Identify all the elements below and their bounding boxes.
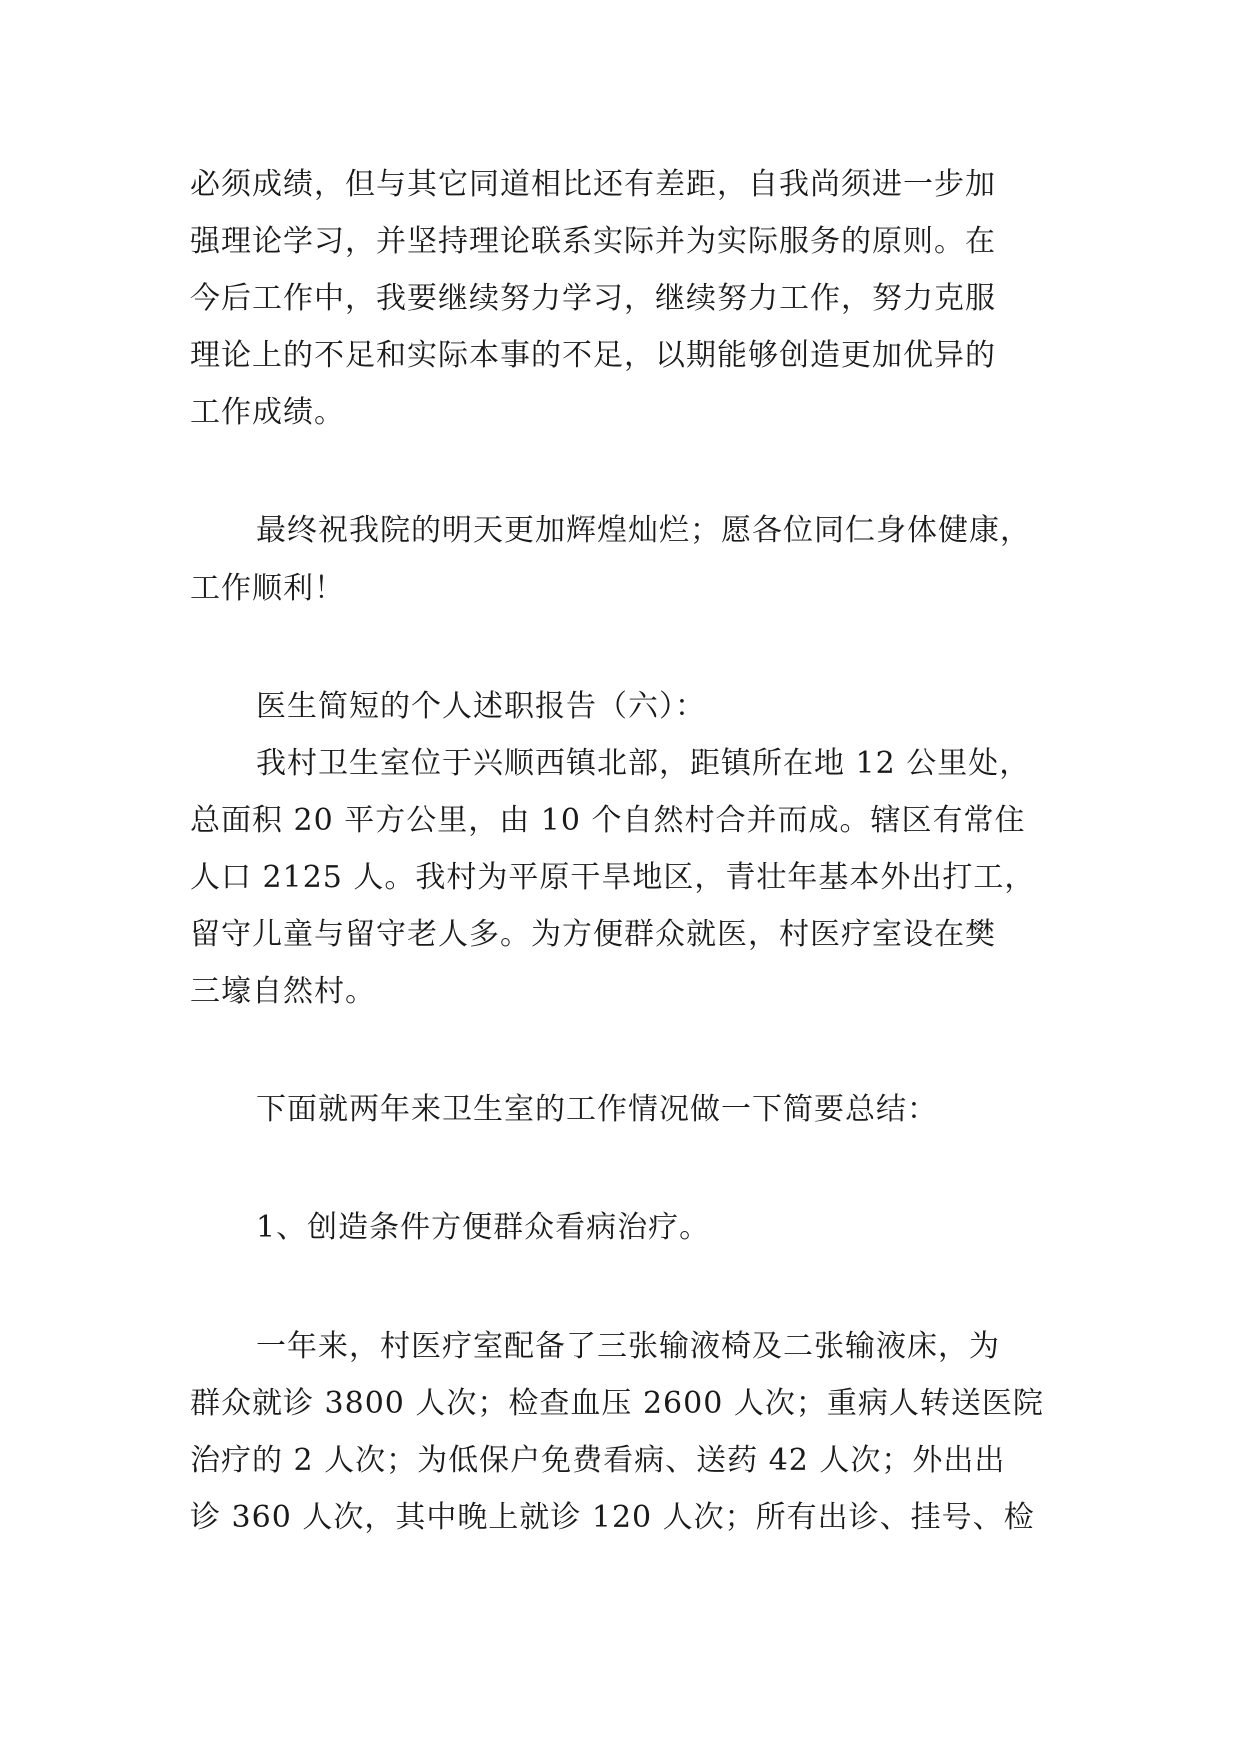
paragraph-3-line-5: 三壕自然村。 [190, 974, 376, 1009]
paragraph-1-line-4: 理论上的不足和实际本事的不足，以期能够创造更加优异的 [190, 338, 996, 373]
paragraph-1-line-3: 今后工作中，我要继续努力学习，继续努力工作，努力克服 [190, 281, 996, 316]
paragraph-1-line-5: 工作成绩。 [190, 395, 345, 430]
paragraph-3-line-2: 总面积 20 平方公里，由 10 个自然村合并而成。辖区有常住 [190, 803, 1026, 838]
paragraph-6-line-3: 治疗的 2 人次；为低保户免费看病、送药 42 人次；外出出 [190, 1443, 1006, 1478]
paragraph-6-line-1: 一年来，村医疗室配备了三张输液椅及二张输液床，为 [256, 1329, 1000, 1364]
paragraph-3-line-3: 人口 2125 人。我村为平原干旱地区，青壮年基本外出打工， [190, 860, 1036, 895]
paragraph-2-line-2: 工作顺利！ [190, 571, 345, 606]
paragraph-4-line-1: 下面就两年来卫生室的工作情况做一下简要总结： [256, 1092, 938, 1127]
paragraph-1-line-2: 强理论学习，并坚持理论联系实际并为实际服务的原则。在 [190, 224, 996, 259]
paragraph-6-line-2: 群众就诊 3800 人次；检查血压 2600 人次；重病人转送医院 [190, 1386, 1044, 1421]
paragraph-2-line-1: 最终祝我院的明天更加辉煌灿烂；愿各位同仁身体健康， [256, 513, 1031, 548]
paragraph-6-line-4: 诊 360 人次，其中晚上就诊 120 人次；所有出诊、挂号、检 [190, 1500, 1035, 1535]
paragraph-5-line-1: 1、创造条件方便群众看病治疗。 [256, 1210, 711, 1245]
paragraph-3-line-4: 留守儿童与留守老人多。为方便群众就医，村医疗室设在樊 [190, 917, 996, 952]
paragraph-1-line-1: 必须成绩，但与其它同道相比还有差距，自我尚须进一步加 [190, 167, 996, 202]
paragraph-3-line-1: 我村卫生室位于兴顺西镇北部，距镇所在地 12 公里处， [256, 746, 1031, 781]
section-heading: 医生简短的个人述职报告（六）： [256, 689, 706, 724]
